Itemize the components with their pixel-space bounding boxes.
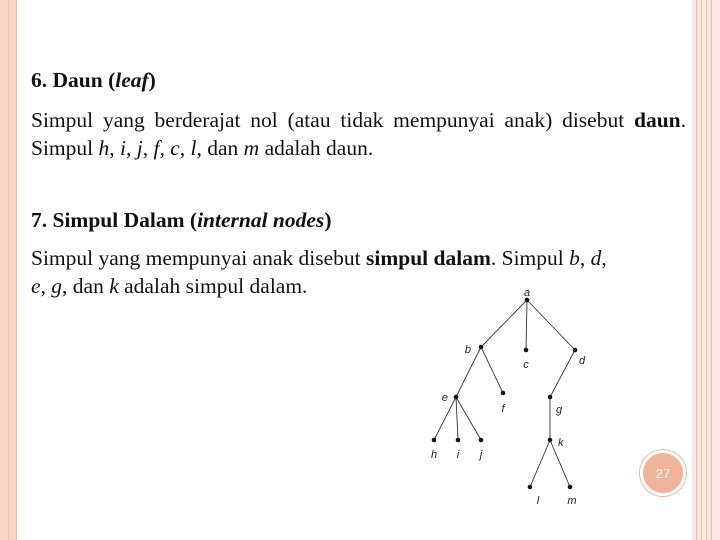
section6-heading-close: ) [148, 68, 156, 92]
right-decorative-border [692, 0, 720, 540]
tree-node-d [573, 348, 578, 353]
section6-term-daun: daun [634, 108, 681, 132]
section6-text-b: . Simpul [31, 108, 686, 160]
section7-term-simpul-dalam: simpul dalam [366, 246, 491, 270]
leaf-node-f: f [153, 136, 160, 160]
section7-heading [31, 206, 686, 234]
section6-paragraph: Simpul yang berderajat nol (atau tidak mempunyai anak) disebut daun. Simpul h, i, j, f, c, l, dan m adalah daun. [31, 108, 686, 160]
tree-node-m [568, 485, 573, 490]
tree-node-e [454, 395, 459, 400]
section7-text-end: adalah simpul dalam. [118, 274, 308, 298]
tree-node-k [548, 438, 553, 443]
internal-node-d: d [590, 246, 602, 270]
tree-node-label-a: a [523, 287, 531, 299]
tree-edge-b-f [481, 347, 503, 393]
tree-node-label-g: g [556, 404, 563, 416]
section7-text-a: Simpul yang mempunyai anak disebut [31, 246, 366, 270]
leaf-node-h: h [98, 136, 110, 160]
left-decorative-border [0, 0, 17, 540]
leaf-node-j: j [136, 136, 143, 160]
leaf-node-i: i [120, 136, 126, 160]
tree-node-label-j: j [479, 449, 483, 461]
tree-node-label-d: d [579, 355, 586, 367]
page-number: 27 [655, 465, 671, 481]
leaf-node-m: m [243, 136, 260, 160]
internal-node-k: k [109, 274, 119, 298]
section6-text-end: adalah daun. [259, 136, 374, 160]
tree-node-label-h: h [430, 449, 438, 461]
section6-heading-term: leaf [115, 68, 149, 92]
section7-text-b: . Simpul [490, 246, 570, 270]
tree-node-label-c: c [523, 359, 529, 371]
section6-heading [31, 66, 686, 94]
internal-node-b: b [569, 246, 580, 270]
leaf-node-c: c [170, 136, 180, 160]
tree-edge-a-c [526, 300, 527, 350]
section7-heading-close: ) [324, 208, 332, 232]
tree-node-label-m: m [567, 495, 577, 507]
tree-node-label-k: k [558, 437, 564, 449]
tree-edge-e-j [456, 397, 481, 440]
internal-node-e: e [31, 274, 41, 298]
tree-node-label-f: f [501, 403, 505, 415]
tree-edge-a-d [527, 300, 575, 350]
tree-node-j [479, 438, 484, 443]
tree-node-l [528, 485, 533, 490]
tree-edge-k-l [530, 440, 550, 487]
tree-node-label-l: l [536, 495, 540, 507]
page-number-badge [640, 450, 686, 496]
tree-node-label-e: e [441, 392, 448, 404]
section6-heading-number: 6. Daun ( [31, 68, 116, 92]
tree-node-label-i: i [456, 449, 460, 461]
section7-heading-number: 7. Simpul Dalam ( [31, 208, 198, 232]
tree-node-h [432, 438, 437, 443]
section7-paragraph: Simpul yang mempunyai anak disebut simpul dalam. Simpul b, d, e, g, dan k adalah simpul dalam. [31, 246, 607, 298]
tree-edge-a-b [481, 300, 527, 347]
tree-node-b [479, 345, 484, 350]
section7-heading-term: internal nodes [197, 208, 325, 232]
tree-node-f [501, 391, 506, 396]
tree-node-g [548, 395, 553, 400]
internal-node-g: g [51, 274, 63, 298]
section6-and: , dan [196, 136, 244, 160]
tree-node-c [524, 348, 529, 353]
tree-edge-e-i [456, 397, 458, 440]
section7-and: , dan [62, 274, 110, 298]
tree-node-i [456, 438, 461, 443]
leaf-node-l: l [190, 136, 197, 160]
tree-node-label-b: b [464, 344, 471, 356]
tree-edge-d-g [550, 350, 575, 397]
section6-text-a: Simpul yang berderajat nol (atau tidak mempunyai anak) disebut [31, 108, 634, 132]
tree-diagram [420, 280, 610, 510]
